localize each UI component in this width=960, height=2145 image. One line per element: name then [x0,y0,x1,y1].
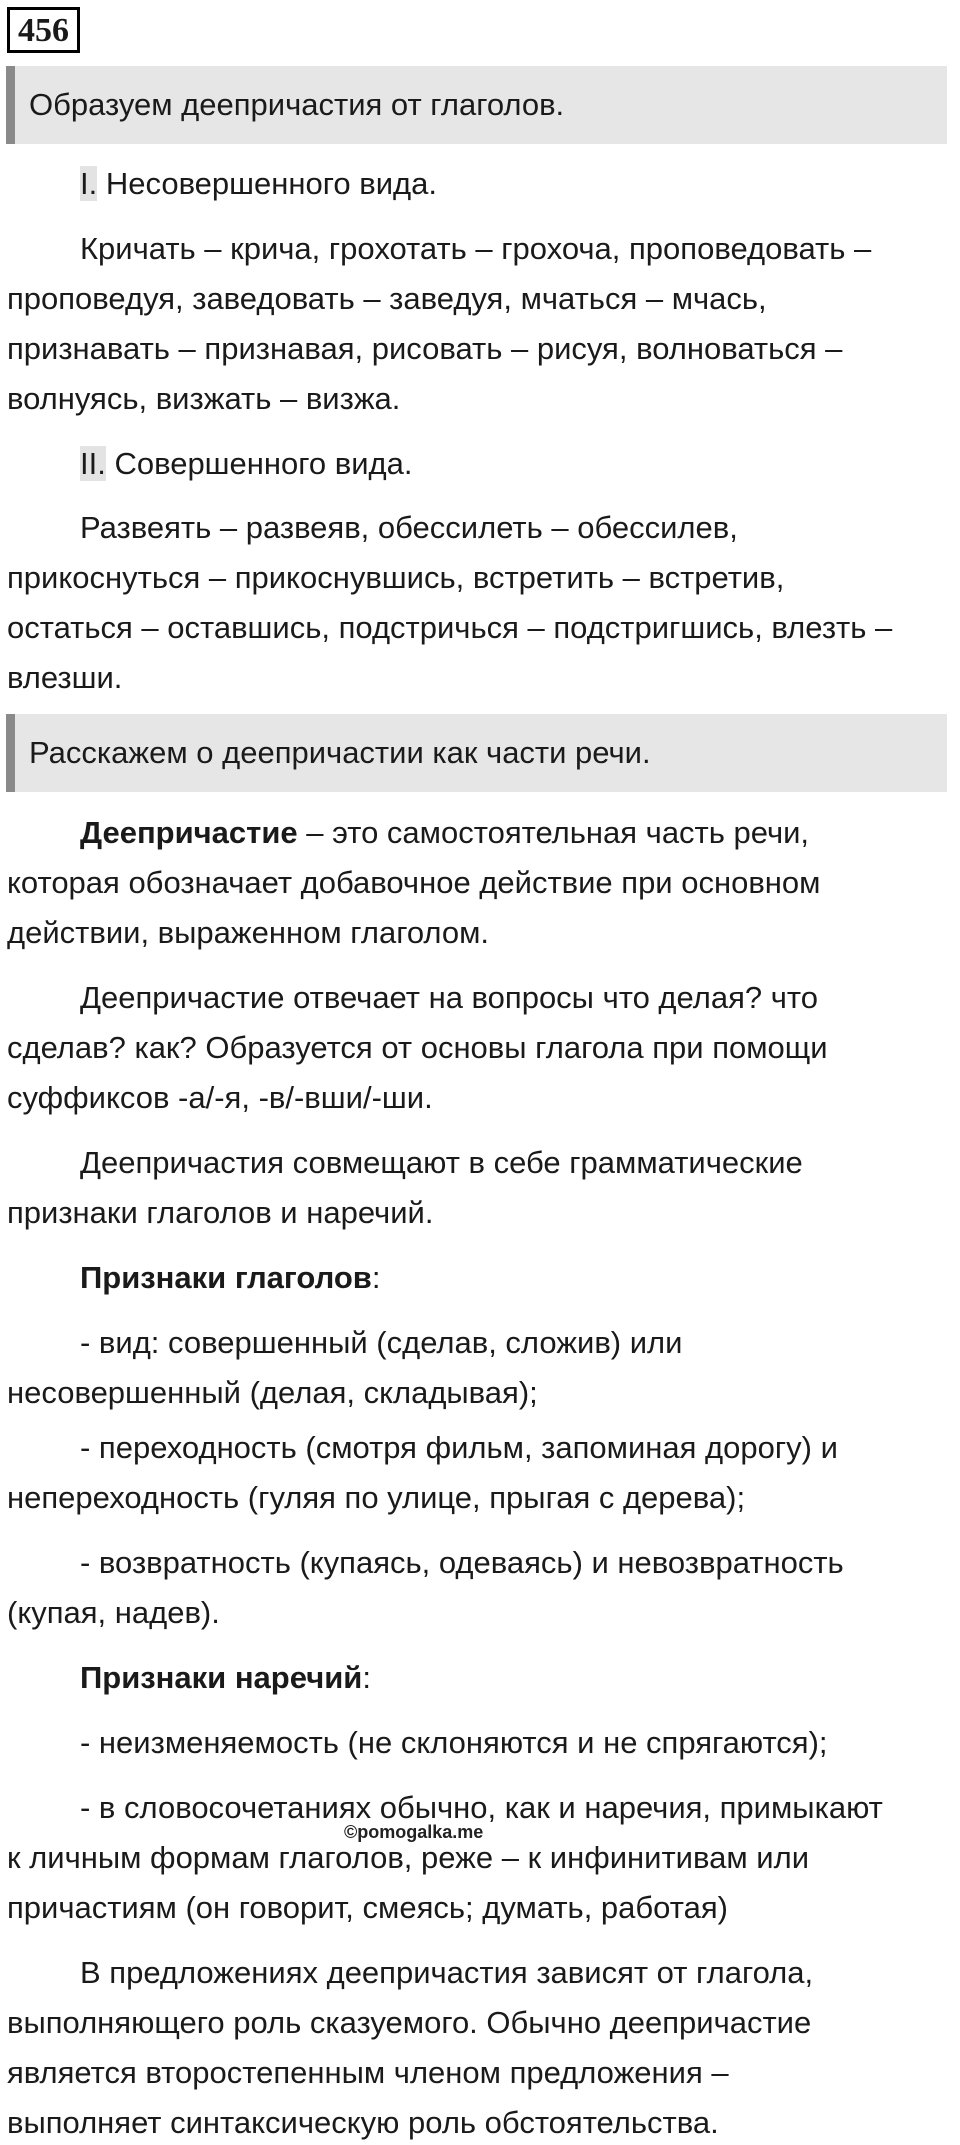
text-line: выполняет синтаксическую роль обстоятельства. [7,2105,719,2140]
text-line: действии, выраженном глаголом. [7,915,490,950]
text-line: признаки глаголов и наречий. [7,1195,434,1230]
section-imperfective-heading [80,164,960,204]
text-line: Развеять – развеяв, обессилеть – обессилев, [80,510,738,545]
text-line: которая обозначает добавочное действие при основном [7,865,821,900]
text-line: (купая, надев). [7,1595,220,1630]
section-label: Несовершенного вида. [97,166,437,201]
text-line: В предложениях деепричастия зависят от глагола, [80,1955,814,1990]
text-line: к личным формам глаголов, реже – к инфинитивам или [7,1840,810,1875]
text-line: Деепричастие отвечает на вопросы что делая? что [80,980,818,1015]
text-line: проповедуя, заведовать – заведуя, мчаться – мчась, [7,281,767,316]
colon: : [371,1260,381,1295]
exercise-number: 456 [7,7,80,53]
definition-line [80,813,960,853]
text-line: выполняющего роль сказуемого. Обычно деепричастие [7,2005,812,2040]
text-line: волнуясь, визжать – визжа. [7,381,401,416]
verb-signs-heading [80,1258,960,1298]
text-line: несовершенный (делая, складывая); [7,1375,538,1410]
roman-numeral-2: II. [80,446,106,481]
list-item: - неизменяемость (не склоняются и не спрягаются); [80,1725,828,1760]
text-line: остаться – оставшись, подстричься – подстригшись, влезть – [7,610,893,645]
text-line: причастиям (он говорит, смеясь; думать, работая) [7,1890,728,1925]
watermark: ©pomogalka.me [344,1822,484,1842]
colon: : [362,1660,371,1695]
banner-form-participles: Образуем деепричастия от глаголов. [6,66,947,144]
adverb-signs-heading [80,1658,960,1698]
text-line: является второстепенным членом предложения – [7,2055,729,2090]
list-item: - переходность (смотря фильм, запоминая дорогу) и [80,1430,838,1465]
section-perfective-heading [80,444,960,484]
list-item: - возвратность (купаясь, одеваясь) и невозвратность [80,1545,844,1580]
verb-signs-title: Признаки глаголов [80,1260,372,1295]
text-line: признавать – признавая, рисовать – рисуя, волноваться – [7,331,843,366]
banner-about-participle: Расскажем о деепричастии как части речи. [6,714,947,792]
text-line: Кричать – крича, грохотать – грохоча, проповедовать – [80,231,872,266]
list-item: - в словосочетаниях обычно, как и наречия, примыкают [80,1790,883,1825]
text-line: Деепричастия совмещают в себе грамматические [80,1145,803,1180]
section-label: Совершенного вида. [105,446,413,481]
adverb-signs-title: Признаки наречий [80,1660,363,1695]
list-item: - вид: совершенный (сделав, сложив) или [80,1325,683,1360]
definition-term: Деепричастие [80,815,298,850]
definition-text: – это самостоятельная часть речи, [297,815,810,850]
text-line: суффиксов -а/-я, -в/-вши/-ши. [7,1080,433,1115]
roman-numeral-1: I. [80,166,98,201]
text-line: прикоснуться – прикоснувшись, встретить – встретив, [7,560,785,595]
text-line: непереходность (гуляя по улице, прыгая с дерева); [7,1480,746,1515]
text-line: сделав? как? Образуется от основы глагола при помощи [7,1030,828,1065]
text-line: влезши. [7,660,123,695]
